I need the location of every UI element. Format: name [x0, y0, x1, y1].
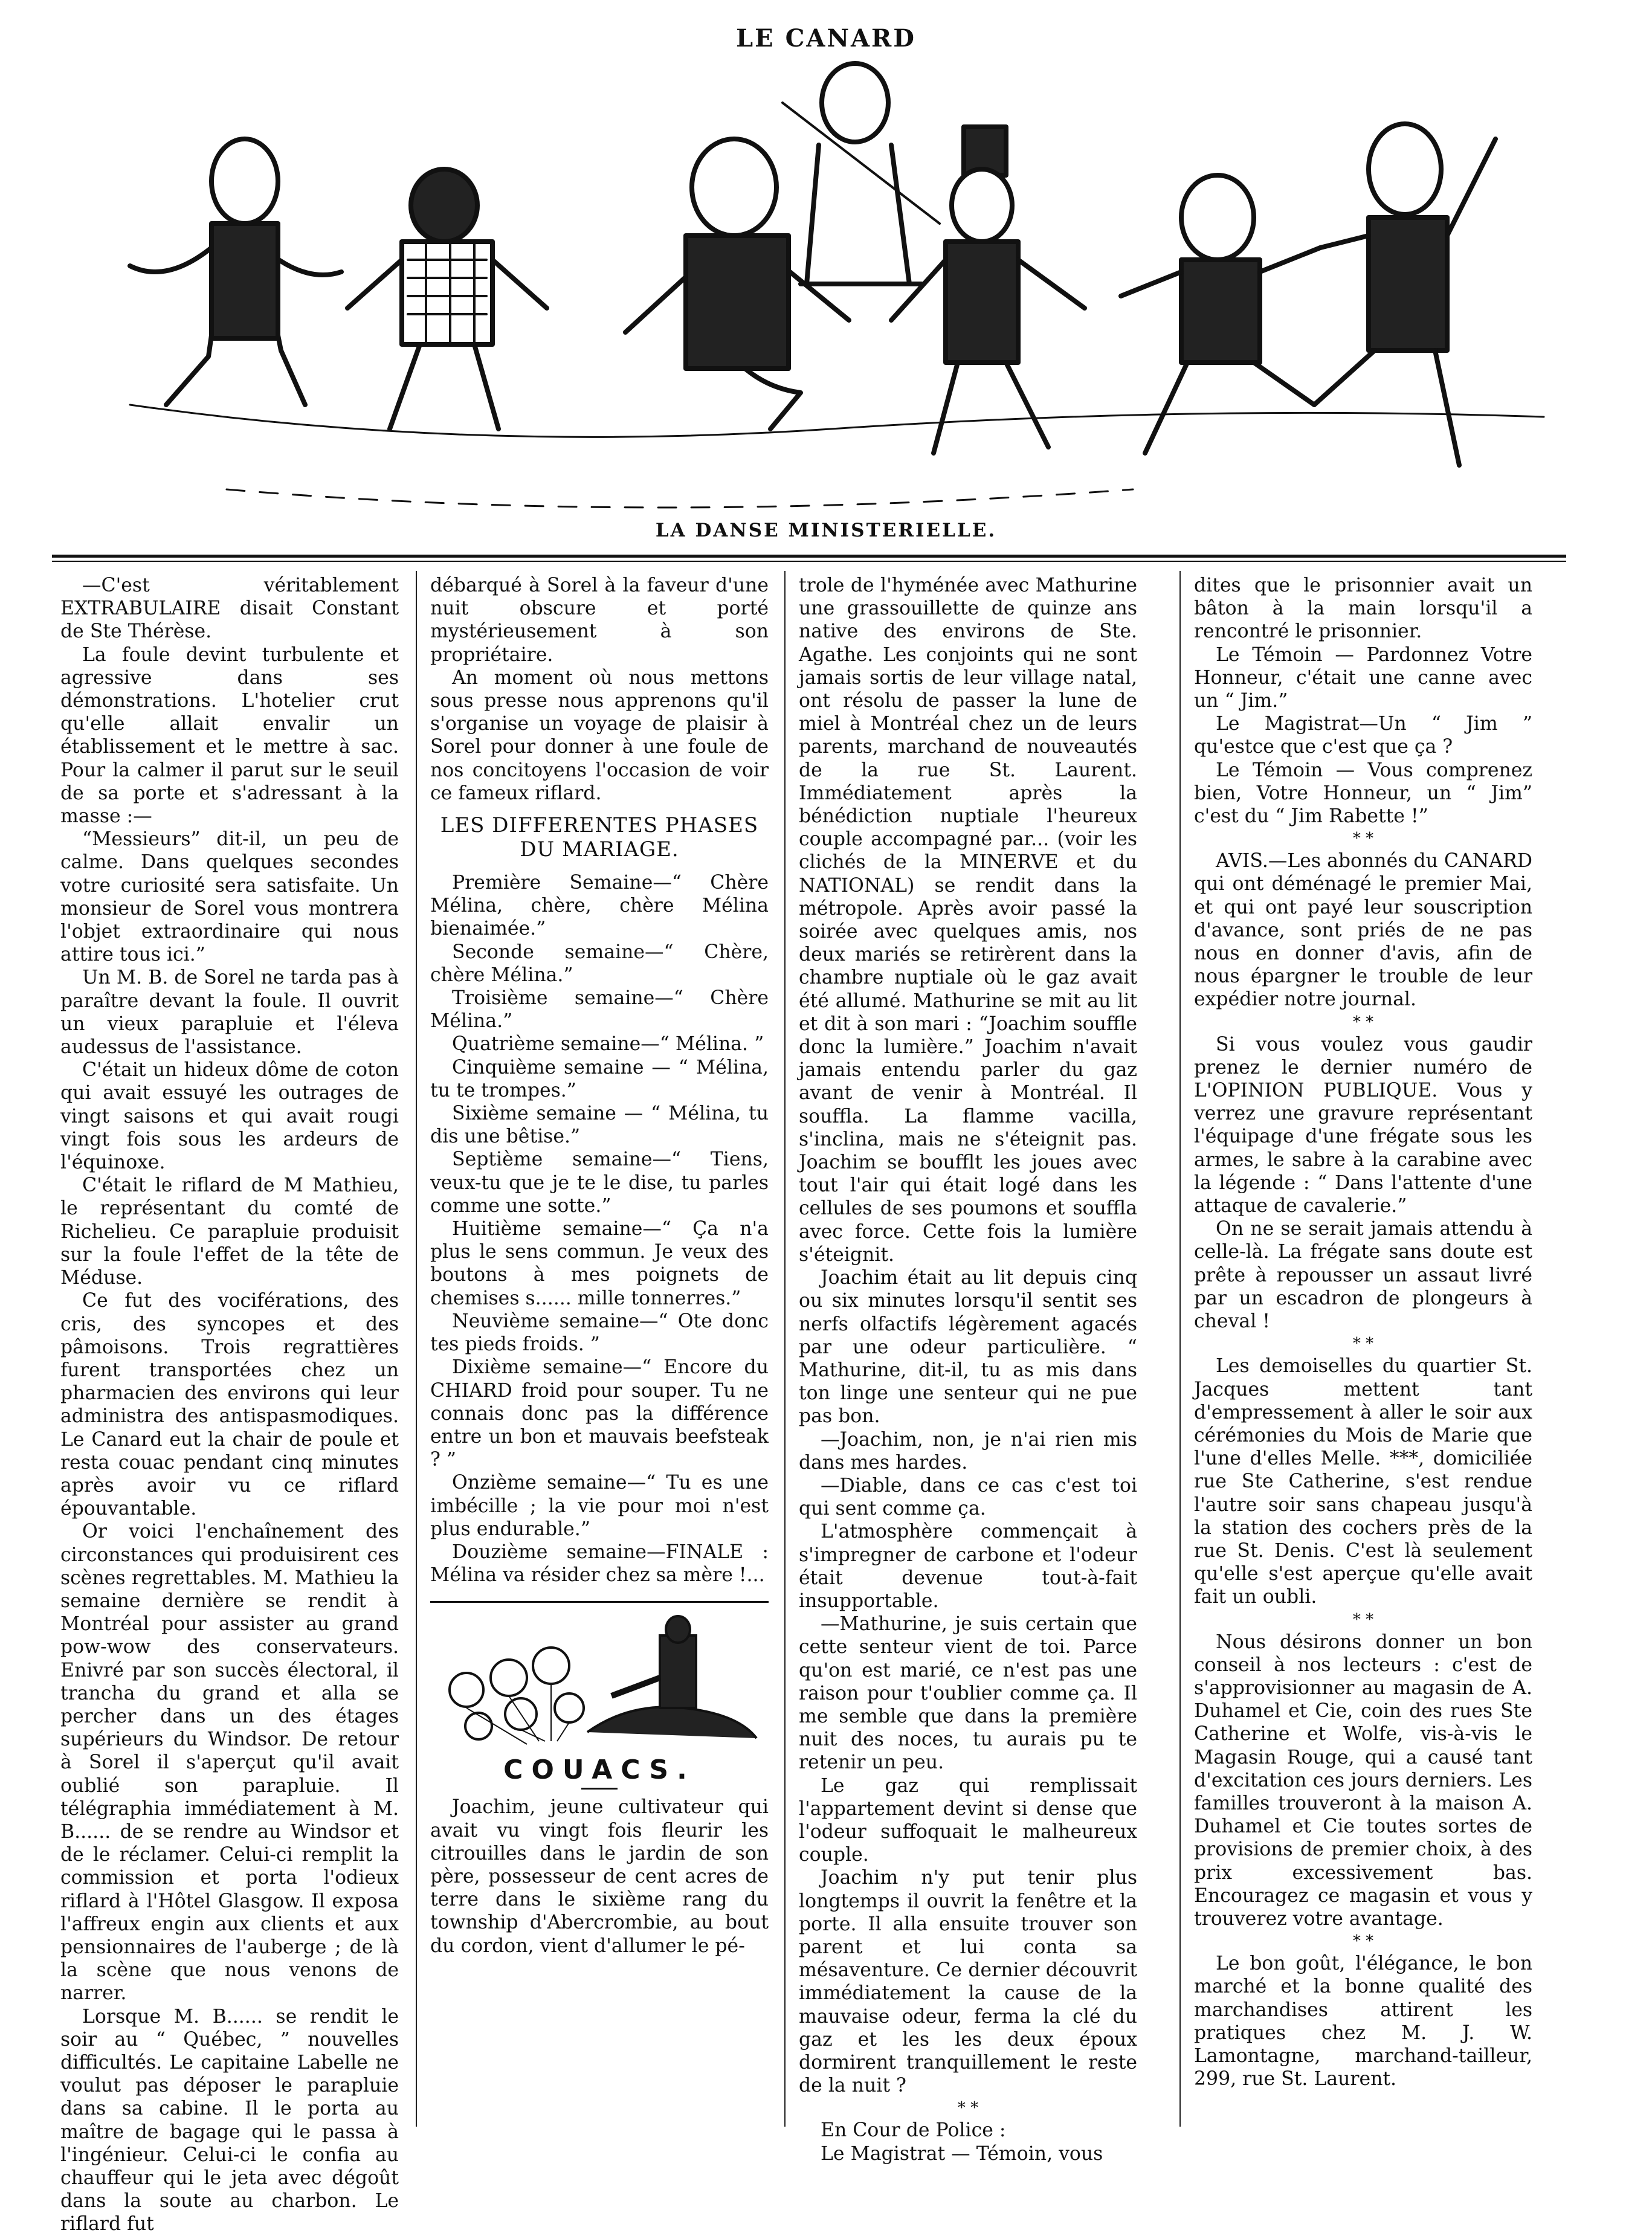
paragraph: Nous désirons donner un bon conseil à nos lecteurs : c'est de s'approvisionner au magasin de A. Duhamel et Cie, coin des rues Ste Catherine et Wolfe, vis-à-vis le Magasin Rouge, qui a causé tant d'excitation ces jours derniers. Les familles trouveront à la maison A. Duhamel et Cie toutes sortes de provisions de premier choix, à des prix excessivement bas. Encouragez ce magasin et vous y trouverez votre avantage.: [1194, 1631, 1532, 1930]
paragraph: An moment où nous mettons sous presse nous apprenons qu'il s'organise un voyage de plaisir à Sorel pour donner à une foule de nos concitoyens l'occasion de voir ce fameux riflard.: [430, 666, 769, 804]
paragraph: —Diable, dans ce cas c'est toi qui sent comme ça.: [799, 1474, 1137, 1520]
header-rule: [52, 555, 1566, 558]
paragraph: dites que le prisonnier avait un bâton à la main lorsqu'il a rencontré le prisonnier.: [1194, 575, 1532, 643]
column-1: [60, 574, 399, 2235]
paragraph: Les demoiselles du quartier St. Jacques mettent tant d'empressement à aller le soir aux cérémonies du Mois de Marie que l'une d'elles Melle. ***, domiciliée rue Ste Catherine, s'est rendue l'autre soir sans chapeau jusqu'à la station des cochers près de la rue St. Denis. C'est là seulement qu'elle s'est aperçue qu'elle avait fait un oubli.: [1194, 1355, 1532, 1608]
paragraph: trole de l'hyménée avec Mathurine une grassouillette de quinze ans native des environs de Ste. Agathe. Les conjoints qui ne sont jamais sortis de leur village natal, ont résolu de passer la lune de miel à Montréal chez un de leurs parents, marchand de nouveautés de la rue St. Laurent. Immédiatement après la bénédiction nuptiale l'heureux couple accompagné par... (voir les clichés de la MINERVE et du NATIONAL) se rendit dans la métropole. Après avoir passé la soirée avec quelques amis, nos deux mariés se retirèrent dans la chambre nuptiale où le gaz avait été allumé. Mathurine se mit au lit et dit à son mari : “Joachim souffle donc la lumière.” Joachim n'avait jamais entendu parler du gaz avant de venir à Montréal. Il souffla. La flamme vacilla, s'inclina, mais ne s'éteignit pas. Joachim se boufflt les joues avec tout l'air qui était logé dans les cellules de ses poumons et souffla avec force. Cette fois la lumière s'éteignit.: [799, 575, 1137, 1266]
paragraph: Joachim était au lit depuis cinq ou six minutes lorsqu'il sentit ses nerfs olfactifs légèrement agacés par une odeur particulière. “ Mathurine, dit-il, tu as mis dans ton linge une senteur qui ne pue pas bon.: [799, 1267, 1137, 1428]
column-3: [799, 574, 1137, 2165]
paragraph: Or voici l'enchaînement des circonstances qui produisirent ces scènes regrettables. M. Mathieu la semaine dernière se rendit à Montréal pour assister au grand pow-wow des conservateurs. Enivré par son succès électoral, il trancha du grand et alla se percher dans un des étages supérieurs du Windsor. De retour à Sorel il s'aperçut qu'il avait oublié son parapluie. Il télégraphia immédiatement à M. B...... de se rendre au Windsor et de le réclamer. Celui-ci remplit la commission et porta l'odieux riflard à l'Hôtel Glasgow. Il exposa l'affreux engin aux clients et aux pensionnaires de l'auberge ; de là la scène que nous venons de narrer.: [60, 1521, 399, 2005]
paragraph: Le bon goût, l'élégance, le bon marché et la bonne qualité des marchandises attirent les pratiques chez M. J. W. Lamontagne, marchand-tailleur, 299, rue St. Laurent.: [1194, 1953, 1532, 2090]
phase-item: Troisième semaine—“ Chère Mélina.”: [430, 987, 769, 1033]
masthead: LE CANARD: [736, 24, 916, 53]
paragraph: C'était un hideux dôme de coton qui avait essuyé les outrages de vingt saisons et qui avait rougi vingt fois sous les ardeurs de l'équinoxe.: [60, 1059, 399, 1174]
title-underline: [581, 1788, 618, 1790]
paragraph: —C'est véritablement EXTRABULAIRE disait Constant de Ste Thérèse.: [60, 575, 399, 643]
column-divider: [416, 571, 417, 2127]
paragraph: Joachim, jeune cultivateur qui avait vu vingt fois fleurir les citrouilles dans le jardin de son père, possesseur de cent acres de terre dans le sixième rang du township d'Abercrombie, au bout du cordon, vient d'allumer le pé-: [430, 1796, 769, 1957]
phase-item: Huitième semaine—“ Ça n'a plus le sens commun. Je veux des boutons à mes poignets de chemises s...... mille tonnerres.”: [430, 1218, 769, 1309]
couacs-vignette: [430, 1611, 769, 1750]
phase-item: Seconde semaine—“ Chère, chère Mélina.”: [430, 941, 769, 986]
phase-item: Cinquième semaine — “ Mélina, tu te trompes.”: [430, 1056, 769, 1101]
section-title-phases: LES DIFFERENTES PHASES DU MARIAGE.: [440, 813, 759, 862]
paragraph: —Mathurine, je suis certain que cette senteur vient de toi. Parce qu'on est marié, ce n'est pas une raison pour t'oublier comme ça. Il me semble que dans la première nuit des noces, tu aurais pu te retenir un peu.: [799, 1613, 1137, 1774]
dancing-ministers-illustration: [106, 66, 1568, 514]
paragraph: “Messieurs” dit-il, un peu de calme. Dans quelques secondes votre curiosité sera satisfaite. Un monsieur de Sorel vous montrera l'objet extraordinaire qui nous attire tous ici.”: [60, 828, 399, 966]
separator-stars: * *: [1352, 830, 1374, 848]
phase-item: Onzième semaine—“ Tu es une imbécille ; la vie pour moi n'est plus endurable.”: [430, 1472, 769, 1540]
phase-item: Douzième semaine—FINALE : Mélina va résider chez sa mère !...: [430, 1541, 769, 1587]
paragraph: Le Magistrat — Témoin, vous: [821, 2142, 1103, 2165]
paragraph: Lorsque M. B...... se rendit le soir au “ Québec, ” nouvelles difficultés. Le capitaine Labelle ne voulut pas déposer le parapluie dans sa cabine. Il le porta au maître de bagage qui le passa à l'ingénieur. Celui-ci le confia au chauffeur qui le jeta avec dégoût dans la soute au charbon. Le riflard fut: [60, 2005, 399, 2235]
separator-stars: * *: [1352, 1932, 1374, 1951]
column-divider: [1179, 571, 1181, 2127]
section-title-couacs: COUACS.: [503, 1754, 695, 1786]
paragraph: On ne se serait jamais attendu à celle-là. La frégate sans doute est prête à repousser un assaut livré par un escadron de plongeurs à cheval !: [1194, 1218, 1532, 1333]
separator-stars: * *: [1352, 1013, 1374, 1031]
phase-item: Neuvième semaine—“ Ote donc tes pieds froids. ”: [430, 1310, 769, 1356]
phase-item: Sixième semaine — “ Mélina, tu dis une bêtise.”: [430, 1103, 769, 1148]
paragraph: AVIS.—Les abonnés du CANARD qui ont déménagé le premier Mai, et qui ont payé leur souscription d'avance, sont priés de ne pas nous en donner d'avis, afin de nous épargner le trouble de leur expédier notre journal.: [1194, 850, 1532, 1011]
paragraph: Si vous voulez vous gaudir prenez le dernier numéro de L'OPINION PUBLIQUE. Vous y verrez une gravure représentant l'équipage d'une frégate sous les armes, le sabre à la carabine avec la légende : “ Dans l'attente d'une attaque de cavalerie.”: [1194, 1033, 1532, 1217]
illustration-caption: LA DANSE MINISTERIELLE.: [655, 520, 997, 541]
section-rule: [430, 1601, 769, 1603]
paragraph: Le Témoin — Pardonnez Votre Honneur, c'était une canne avec un “ Jim.”: [1194, 643, 1532, 712]
column-4: [1194, 574, 1532, 2121]
paragraph: Ce fut des vociférations, des cris, des syncopes et des pâmoisons. Trois regrattières furent transportées chez un pharmacien des environs qui leur administra des antispasmodiques. Le Canard eut la chair de poule et resta couac pendant cinq minutes après avoir vu ce riflard épouvantable.: [60, 1290, 399, 1520]
phase-item: Première Semaine—“ Chère Mélina, chère, chère Mélina bienaimée.”: [430, 872, 769, 940]
header-rule-thin: [52, 561, 1566, 562]
separator-stars: * *: [1352, 1610, 1374, 1629]
phase-item: Septième semaine—“ Tiens, veux-tu que je te le dise, tu parles comme une sotte.”: [430, 1149, 769, 1217]
column-divider: [784, 571, 786, 2127]
paragraph: Un M. B. de Sorel ne tarda pas à paraître devant la foule. Il ouvrit un vieux parapluie et l'éleva audessus de l'assistance.: [60, 967, 399, 1058]
separator-stars: * *: [1352, 1335, 1374, 1353]
paragraph: La foule devint turbulente et agressive dans ses démonstrations. L'hotelier crut qu'elle allait envalir un établissement et le mettre à sac. Pour la calmer il parut sur le seuil de sa porte et s'adressant à la masse :—: [60, 643, 399, 828]
paragraph: —Joachim, non, je n'ai rien mis dans mes hardes.: [799, 1428, 1137, 1474]
phase-item: Quatrième semaine—“ Mélina. ”: [452, 1033, 764, 1055]
paragraph: Joachim n'y put tenir plus longtemps il ouvrit la fenêtre et la porte. Il alla ensuite trouver son parent et lui conta sa mésaventure. Ce dernier découvrit immédiatement la cause de la mauvaise odeur, ferma la clé du gaz et les les deux époux dormirent tranquillement le reste de la nuit ?: [799, 1867, 1137, 2097]
paragraph: C'était le riflard de M Mathieu, le représentant du comté de Richelieu. Ce parapluie produisit sur la foule l'effet de la tête de Méduse.: [60, 1174, 399, 1289]
paragraph: Le gaz qui remplissait l'appartement devint si dense que l'odeur suffoquait le malheureux couple.: [799, 1774, 1137, 1866]
paragraph: L'atmosphère commençait à s'impregner de carbone et l'odeur était devenue tout-à-fait insupportable.: [799, 1521, 1137, 1612]
separator-stars: * *: [957, 2099, 979, 2118]
paragraph: Le Magistrat—Un “ Jim ” qu'estce que c'est que ça ?: [1194, 713, 1532, 758]
phase-item: Dixième semaine—“ Encore du CHIARD froid pour souper. Tu ne connais donc pas la différence entre un bon et mauvais beefsteak ? ”: [430, 1356, 769, 1471]
paragraph: En Cour de Police :: [821, 2119, 1006, 2142]
paragraph: débarqué à Sorel à la faveur d'une nuit obscure et porté mystérieusement à son propriétaire.: [430, 575, 769, 666]
column-2: [430, 574, 769, 2121]
paragraph: Le Témoin — Vous comprenez bien, Votre Honneur, un “ Jim” c'est du “ Jim Rabette !”: [1194, 759, 1532, 828]
